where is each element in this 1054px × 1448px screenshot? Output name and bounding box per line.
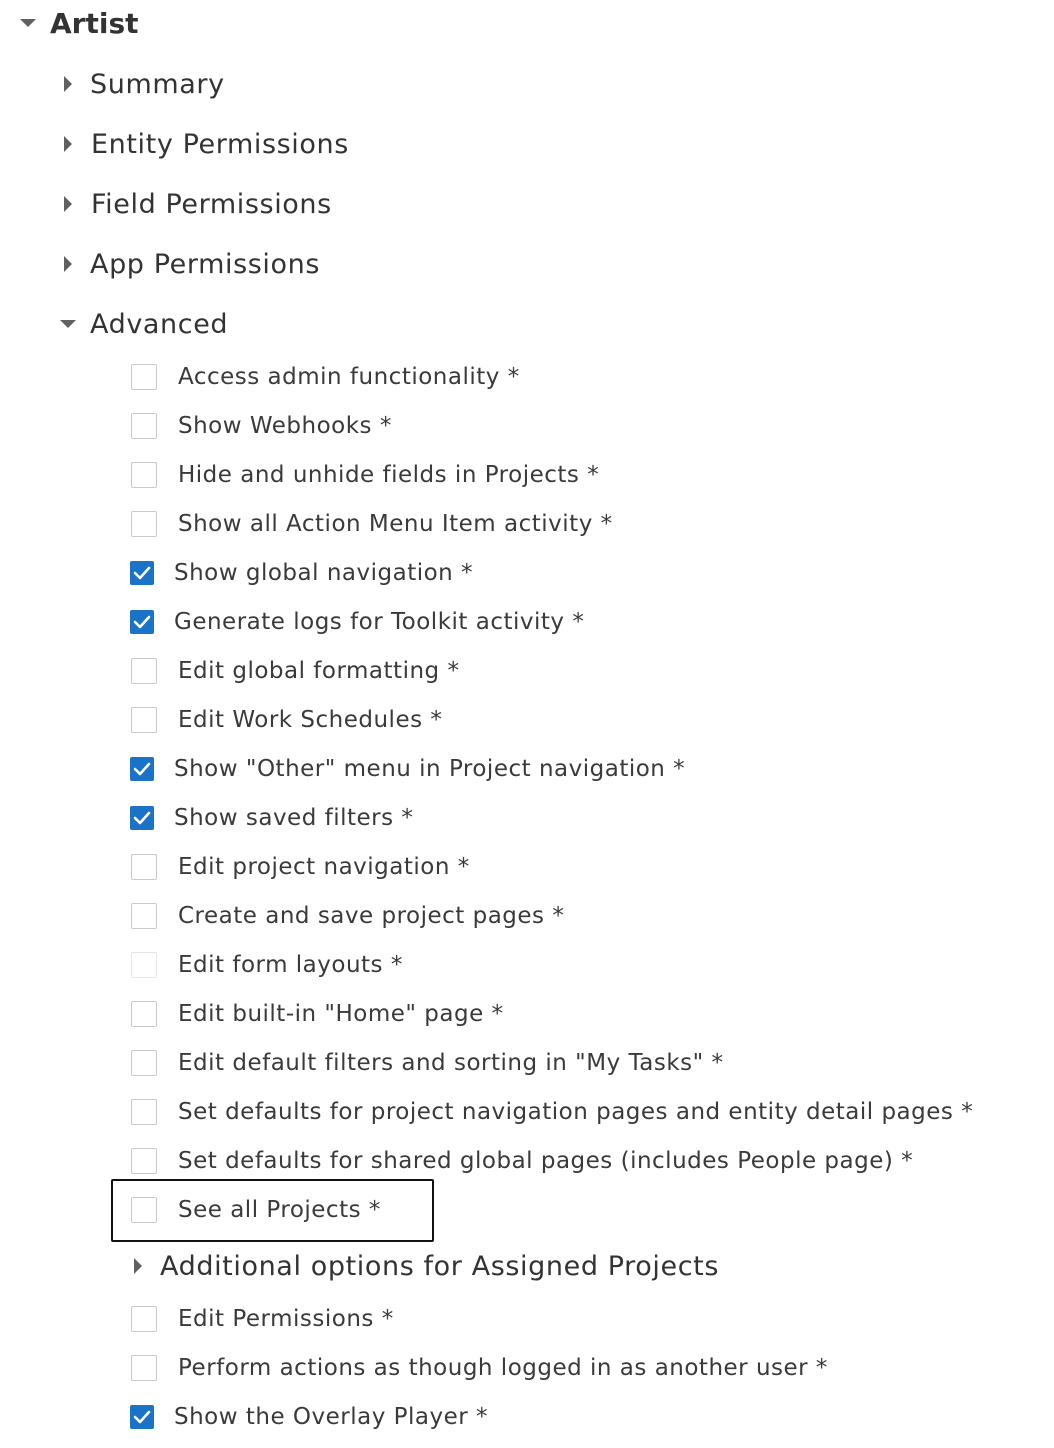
- option-label: Edit form layouts *: [178, 952, 403, 978]
- check-icon: [133, 811, 151, 825]
- option-label: Set defaults for shared global pages (includes People page) *: [178, 1148, 914, 1174]
- caret-right-icon[interactable]: [64, 196, 72, 212]
- option-overlay-player[interactable]: [130, 1403, 488, 1431]
- section-field-permissions[interactable]: [64, 186, 332, 222]
- checkbox[interactable]: [131, 1148, 157, 1174]
- option-label: Show saved filters *: [174, 805, 414, 831]
- option-project-pages[interactable]: [131, 902, 564, 930]
- option-label: Set defaults for project navigation pages and entity detail pages *: [178, 1099, 974, 1125]
- section-label[interactable]: App Permissions: [90, 248, 321, 280]
- option-label: Generate logs for Toolkit activity *: [174, 609, 585, 635]
- section-entity-permissions[interactable]: [64, 126, 349, 162]
- section-label[interactable]: Summary: [90, 68, 225, 100]
- checkbox-checked[interactable]: [130, 1405, 154, 1429]
- option-label: Edit Work Schedules *: [178, 707, 443, 733]
- caret-right-icon[interactable]: [64, 136, 72, 152]
- option-form-layouts[interactable]: [131, 951, 403, 979]
- caret-down-icon[interactable]: [60, 320, 76, 328]
- option-label: Edit Permissions *: [178, 1306, 394, 1332]
- checkbox-checked[interactable]: [130, 610, 154, 634]
- checkbox[interactable]: [131, 1001, 157, 1027]
- checkbox[interactable]: [131, 903, 157, 929]
- checkbox-checked[interactable]: [130, 757, 154, 781]
- option-show-webhooks[interactable]: [131, 412, 392, 440]
- option-home-page[interactable]: [131, 1000, 504, 1028]
- option-label: Edit global formatting *: [178, 658, 460, 684]
- option-label: See all Projects *: [178, 1197, 381, 1223]
- subsection-label[interactable]: Additional options for Assigned Projects: [160, 1250, 719, 1282]
- option-other-menu[interactable]: [130, 755, 685, 783]
- checkbox[interactable]: [131, 1306, 157, 1332]
- section-summary[interactable]: [64, 66, 225, 102]
- option-label: Edit built-in "Home" page *: [178, 1001, 504, 1027]
- checkbox[interactable]: [131, 1050, 157, 1076]
- subsection-assigned-projects[interactable]: [134, 1248, 719, 1284]
- option-global-formatting[interactable]: [131, 657, 459, 685]
- option-see-all-projects[interactable]: [131, 1196, 381, 1224]
- group-title: Artist: [50, 6, 139, 40]
- checkbox[interactable]: [131, 1355, 157, 1381]
- checkbox-checked[interactable]: [130, 561, 154, 585]
- option-toolkit-logs[interactable]: [130, 608, 584, 636]
- option-navigation-page-defaults[interactable]: [131, 1098, 973, 1126]
- group-header-artist[interactable]: [20, 6, 139, 40]
- option-project-navigation[interactable]: [131, 853, 470, 881]
- option-shared-global-defaults[interactable]: [131, 1147, 913, 1175]
- checkbox[interactable]: [131, 1099, 157, 1125]
- checkbox[interactable]: [131, 462, 157, 488]
- option-edit-permissions[interactable]: [131, 1305, 394, 1333]
- checkbox-checked[interactable]: [130, 806, 154, 830]
- option-access-admin[interactable]: [131, 363, 520, 391]
- section-label[interactable]: Advanced: [90, 308, 229, 340]
- option-label: Create and save project pages *: [178, 903, 565, 929]
- checkbox[interactable]: [131, 854, 157, 880]
- checkbox[interactable]: [131, 364, 157, 390]
- option-impersonate-user[interactable]: [131, 1354, 828, 1382]
- option-label: Show Webhooks *: [178, 413, 392, 439]
- section-advanced[interactable]: [60, 306, 228, 342]
- checkbox[interactable]: [131, 658, 157, 684]
- option-hide-unhide-fields[interactable]: [131, 461, 599, 489]
- checkbox[interactable]: [131, 413, 157, 439]
- caret-right-icon[interactable]: [64, 76, 72, 92]
- check-icon: [133, 762, 151, 776]
- section-label[interactable]: Entity Permissions: [91, 128, 349, 160]
- option-action-menu-activity[interactable]: [131, 510, 613, 538]
- caret-right-icon[interactable]: [64, 256, 72, 272]
- option-label: Show global navigation *: [174, 560, 474, 586]
- option-my-tasks-defaults[interactable]: [131, 1049, 724, 1077]
- option-work-schedules[interactable]: [131, 706, 442, 734]
- caret-down-icon[interactable]: [20, 19, 36, 27]
- option-saved-filters[interactable]: [130, 804, 413, 832]
- check-icon: [133, 566, 151, 580]
- option-label: Show "Other" menu in Project navigation *: [174, 756, 686, 782]
- option-label: Show all Action Menu Item activity *: [178, 511, 613, 537]
- check-icon: [133, 1410, 151, 1424]
- section-app-permissions[interactable]: [64, 246, 320, 282]
- option-label: Access admin functionality *: [178, 364, 520, 390]
- option-label: Perform actions as though logged in as another user *: [178, 1355, 828, 1381]
- option-label: Edit default filters and sorting in "My Tasks" *: [178, 1050, 724, 1076]
- option-global-navigation[interactable]: [130, 559, 473, 587]
- option-label: Show the Overlay Player *: [174, 1404, 489, 1430]
- check-icon: [133, 615, 151, 629]
- caret-right-icon[interactable]: [134, 1258, 142, 1274]
- checkbox[interactable]: [131, 707, 157, 733]
- checkbox[interactable]: [131, 1197, 157, 1223]
- section-label[interactable]: Field Permissions: [91, 188, 332, 220]
- option-label: Hide and unhide fields in Projects *: [178, 462, 600, 488]
- option-label: Edit project navigation *: [178, 854, 470, 880]
- checkbox[interactable]: [131, 511, 157, 537]
- checkbox[interactable]: [131, 952, 157, 978]
